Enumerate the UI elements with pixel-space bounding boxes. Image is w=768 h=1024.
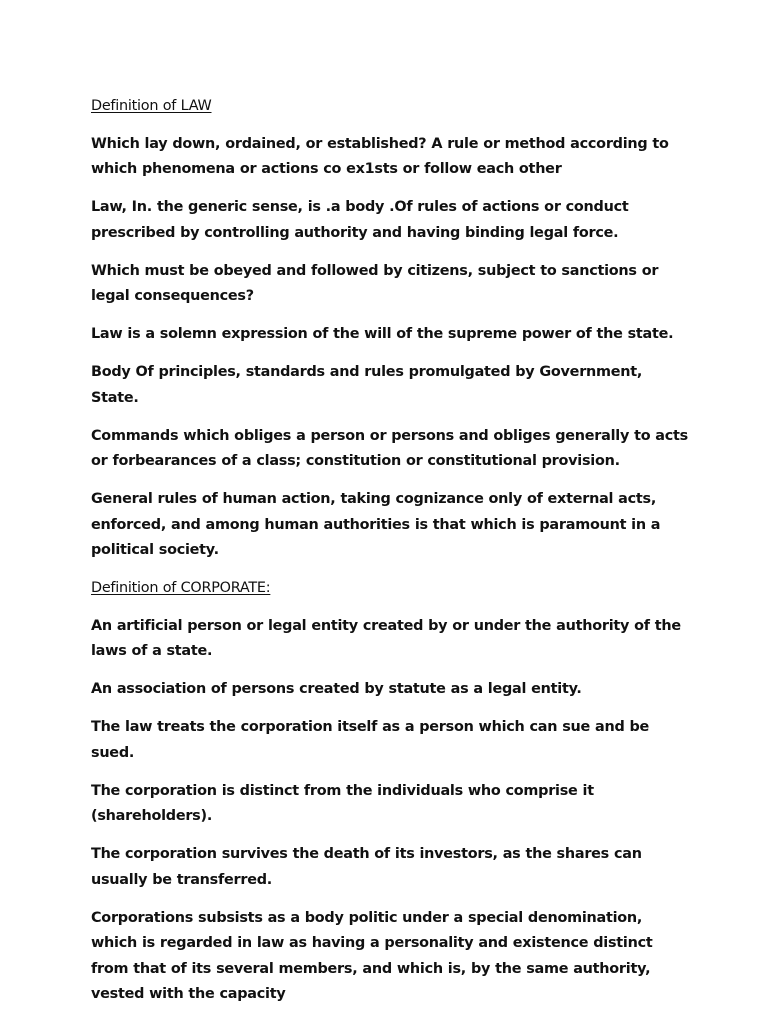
corporate-heading: Definition of CORPORATE:	[91, 580, 271, 596]
corporate-paragraph: The corporation survives the death of its investors, as the shares can usually be transferred.	[91, 846, 642, 888]
corporate-paragraph: An artificial person or legal entity created by or under the authority of the laws of a state.	[91, 617, 681, 659]
law-heading: Definition of LAW	[91, 98, 212, 114]
law-paragraph: Which lay down, ordained, or established? A rule or method according to which phenomena or actions co ex1sts or follow each other	[91, 135, 669, 177]
law-paragraph: Commands which obliges a person or persons and obliges generally to acts or forbearances of a class; constitution or constitutional provision.	[91, 427, 688, 469]
corporate-paragraph: The law treats the corporation itself as a person which can sue and be sued.	[91, 719, 650, 761]
corporate-paragraph: An association of persons created by statute as a legal entity.	[91, 681, 582, 697]
law-paragraph: General rules of human action, taking cognizance only of external acts, enforced, and among human authorities is that which is paramount in a political society.	[91, 491, 661, 558]
law-paragraph: Law, In. the generic sense, is .a body .Of rules of actions or conduct prescribed by controlling authority and having binding legal force.	[91, 199, 629, 241]
law-paragraph: Law is a solemn expression of the will of the supreme power of the state.	[91, 326, 674, 342]
law-paragraph: Body Of principles, standards and rules promulgated by Government, State.	[91, 364, 643, 406]
law-paragraph: Which must be obeyed and followed by citizens, subject to sanctions or legal consequences?	[91, 262, 659, 304]
document-body	[91, 94, 691, 1008]
corporate-paragraph: The corporation is distinct from the individuals who comprise it (shareholders).	[91, 782, 594, 824]
corporate-paragraph: Corporations subsists as a body politic under a special denomination, which is regarded in law as having a personality and existence distinct from that of its several members, and which is, by the same authority, vested with the capacity	[91, 909, 653, 1002]
